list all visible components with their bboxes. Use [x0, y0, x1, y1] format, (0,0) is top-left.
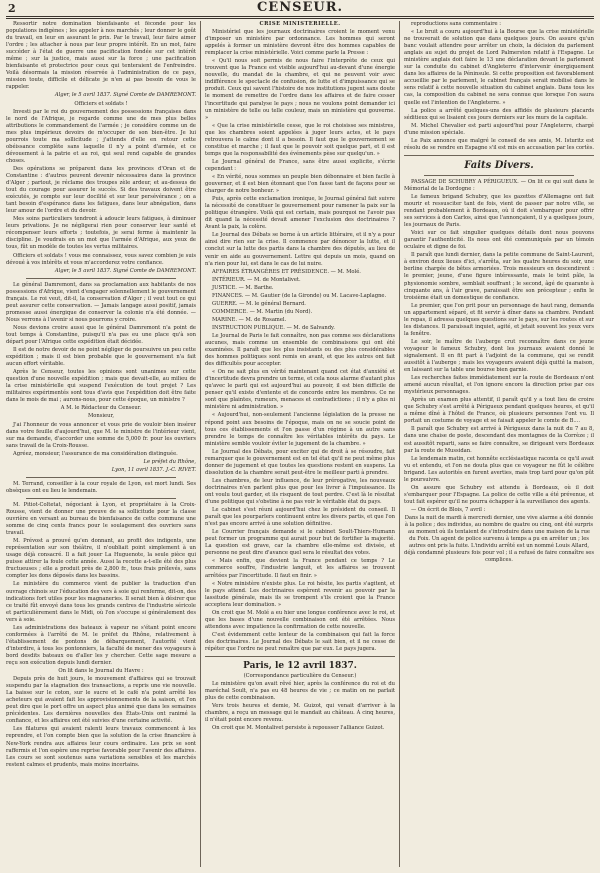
- article-paragraph: « On ne sait plus en vérité maintenant quand cet état d'anxiété et d'incertitude devra prendre un terme, et cela nous alarme d'autant plus qu'avec le parti qui est aujourd'hui au pouvoir, il est bien difficile de penser qu'il existe d'entente et de concorde entre les membres. Ce ne sont que plaintes, rumeurs, menaces et contradictions ; il n'y a plus ni ministère ni administration. »: [205, 369, 395, 411]
- masthead: CENSEUR.: [256, 0, 344, 15]
- article-paragraph: Le Journal des Débats, pour exciter qui de droit à se résoudre, fait remarquer que le gouvernement est en tel état qu'il ne peut même plus donner de jugement et que toutes les questions restent en suspens. La dissolution de la chambre serait peut-être le meilleur parti à prendre.: [205, 448, 395, 476]
- article-paragraph: « Qu'il nous soit permis de nous faire l'interprète de ceux qui trouvent que la France est visible aujourd'hui au-devant d'une énergie nouvelle, du mandat de la chambre, et qui ne peuvent voir avec indifférence le spectacle de confusion, de lutte et d'impuissance qui se produit. Ceux qui savent l'histoire de nos institutions jugent sans doute le moment de remettre de l'ordre dans les affaires et de faire cesser l'incertitude qui paralyse le pays ; nous ne voulons point demander ici un ministère de telle ou telle couleur, mais un ministère qui gouverne. »: [205, 58, 395, 121]
- article-paragraph: Les recherches faites immédiatement sur la route de Bordeaux n'ont amené aucun résultat, et l'on ignore encore la direction prise par ces mystérieux personnages.: [404, 375, 594, 396]
- article-paragraph: Le ministère qu'on avait rêvé hier, après la conférence du roi et du maréchal Soult, n'a pas eu 48 heures de vie ; ce matin on ne parlait plus de cette combinaison.: [205, 681, 395, 702]
- article-paragraph: Ressortir notre domination bienfaisante et féconde pour les populations indigènes ; les appeler à nos marchés ; leur donner le goût du travail, en leur en assurant le prix. Par le travail, leur faire aimer l'ordre ; les attacher à nous par leur propre intérêt. En un mot, faire succéder à l'état de guerre une pacification fondée sur cet intérêt même ; sur la justice, mais aussi sur la force ; une pacification bienfaisante et protectrice pour ceux qui tenteraient de l'enfreindre. Voilà désormais la mission réservée à l'administration de ce pays, mission toute, difficile et délicate je n'en ai pas besoin de vous le rappeler.: [6, 21, 196, 91]
- article-paragraph: M. Pitiot-Coltetat, négociant à Lyon, et propriétaire à la Croix-Rousse, vient de donner une preuve de sa sollicitude pour la classe ouvrière en versant au bureau de bienfaisance de cette commune une somme de cinq cents francs pour le soulagement des ouvriers sans travail.: [6, 501, 196, 537]
- article-paragraph: Le soir, le maître de l'auberge crut reconnaître dans ce jeune voyageur le fameux Schubry, dont les journaux avaient donné le signalement. Il en fit part à l'adjoint de la commune, qui se rendit aussitôt à l'auberge ; mais les voyageurs avaient déjà quitté la maison, en laissant sur la table une bourse bien garnie.: [404, 338, 594, 374]
- section-divider: [26, 498, 176, 499]
- signature-line: Lyon, 11 avril 1837. J.-C. RIVET.: [111, 466, 196, 473]
- ministry-list-item: FINANCES. — M. Gautier (de la Gironde) ou M. Lacave-Laplagne.: [212, 292, 387, 299]
- header-rule: [6, 16, 594, 17]
- article-paragraph: « Aujourd'hui, non-seulement l'ancienne législation de la presse ne répond point aux besoins de l'époque, mais on ne se soucie point de tous ces établissements et l'on passe d'un régime à un autre sans prendre le temps de connaître les véritables intérêts du pays. Le ministère semble vouloir éviter le jugement de la chambre. »: [205, 412, 395, 447]
- section-heading: CRISE MINISTÉRIELLE.: [259, 21, 341, 27]
- section-divider: [424, 175, 574, 176]
- article-paragraph: Les administrations des bateaux à vapeur ne s'étant point encore conformées à l'arrêté de M. le préfet du Rhône, relativement à l'établissement de pontons de débarquement, l'autorité vient d'interdire, à tous les pontonniers, la faculté de mener des voyageurs à bord desdits bateaux ou d'aller les y chercher. Cette sage mesure a reçu son exécution depuis lundi dernier.: [6, 624, 196, 666]
- article-paragraph: Les chambres, de leur influence, de leur prérogative, les nouveaux doctrinaires n'en parlent plus que pour les livrer à l'impuissance. Ils ont voulu tout garder, et ils risquent de tout perdre. C'est là le résultat d'une politique qui s'obstine à ne pas voir le véritable état du pays.: [205, 477, 395, 506]
- article-paragraph: On croit que M. Molé a eu hier une longue conférence avec le roi, et que les bases d'une nouvelle combinaison ont été arrêtées. Nous attendons avec impatience la confirmation de cette nouvelle.: [205, 609, 395, 630]
- article-paragraph: Vers trois heures et demie, M. Guizot, qui venait d'arriver à la chambre, a reçu un message qui le mandait au château. À cinq heures, il n'était point encore revenu.: [205, 703, 395, 724]
- article-paragraph: Les filatures qui avaient ralenti leurs travaux commencent à les reprendre, et l'on compte bien que la solution de la crise financière à New-York rendra aux affaires leur cours ordinaire. Les prix se sont raffermis et l'on espère une reprise favorable pour l'avenir des affaires. Les cours se sont soutenus sans variations sensibles et les marchés restent calmes et prudents, mais moins incertains.: [6, 726, 196, 768]
- article-paragraph: Ministériel que les journaux doctrinaires croient le moment venu d'imposer un ministère par ordonnance. Les hommes qui seront appelés à former un ministère devront être des hommes capables de remplacer la crise ministérielle. Voici comme parle la Presse :: [205, 29, 395, 57]
- article-paragraph: Le Courrier français demande si le cabinet Soult-Thiers-Humann peut former un programme qui aurait pour but de fortifier la majorité. La question est grave, car la chambre elle-même est divisée, et personne ne peut dire d'avance quel sera le résultat des votes.: [205, 529, 395, 557]
- article-paragraph: Agréez, monsieur, l'assurance de ma considération distinguée.: [13, 450, 178, 457]
- column-1: [6, 21, 196, 867]
- article-paragraph: Voici sur ce fait singulier quelques détails dont nous pouvons garantir l'authenticité. Ils nous ont été communiqués par un témoin oculaire et digne de foi.: [404, 230, 594, 251]
- article-paragraph: Investi par le roi du gouvernement des possessions françaises dans le nord de l'Afrique, je regarde comme une de mes plus belles attributions le commandement de l'armée ; je considère comme un de mes plus impérieux devoirs de m'occuper de son bien-être. Je lui pourrois toute ma sollicitude ; j'attends d'elle en retour cette obéissance complète sans laquelle il n'y a point d'armée, et ce dévouement à la patrie et au roi, qui seul rend capable de grandes choses.: [6, 108, 196, 164]
- article-paragraph: « Notre ministère n'existe plus. Le roi hésite, les partis s'agitent, et le pays attend. Les doctrinaires espèrent revenir au pouvoir par la lassitude générale, mais ils se trompent s'ils croient que la France acceptera leur domination. »: [205, 580, 395, 608]
- article-paragraph: On croit que M. Montalivet persiste à repousser l'alliance Guizot.: [212, 725, 385, 732]
- ministry-list-item: MARINE. — M. de Rosamel.: [212, 316, 287, 323]
- article-paragraph: « En vérité, nous sommes un peuple bien débonnaire et bien facile à gouverner, et il est bien étonnant que l'on fasse tant de façons pour se charger de notre bonheur. »: [205, 173, 395, 195]
- article-paragraph: PASSAGE DE SCHUBRY A PÉRIGUEUX. — On lit ce qui suit dans le Mémorial de la Dordogne :: [404, 178, 594, 192]
- article-paragraph: Il paraît que lundi dernier, dans la petite commune de Saint-Laurent, à environ deux lieues d'ici, s'arrêta, sur les quatre heures du soir, une berline chargée de bêtes armoriées. Trois messieurs en descendirent : le premier, jeune, d'une figure intéressante, mais le teint pâle, la physionomie sombre, semblait souffrant ; le second, âgé de quarante à cinquante ans, à l'air grave, paraissait être son précepteur ; enfin le troisième était un domestique de confiance.: [404, 252, 594, 301]
- article-paragraph: M. Terrand, conseiller à la cour royale de Lyon, est mort lundi. Ses obsèques ont eu lieu le lendemain.: [6, 480, 196, 494]
- signature-line: Alger, le 5 avril 1837. Signé Comte de DAMREMONT.: [54, 92, 196, 99]
- correspondence-note: (Correspondance particulière du Censeur.): [243, 673, 357, 680]
- article-paragraph: M. Michel Chevalier est parti aujourd'hui pour l'Angleterre, chargé d'une mission spéciale.: [404, 122, 594, 136]
- ministry-list-item: GUERRE. — M. le général Bernard.: [212, 300, 306, 307]
- article-paragraph: — On écrit de Blois, 7 avril :: [411, 506, 486, 513]
- column-3: [404, 21, 594, 867]
- column-divider-1: [200, 21, 201, 867]
- article-paragraph: Le cabinet s'est réuni aujourd'hui chez le président du conseil. Il paraît que les pourparlers continuent entre les divers partis, et que l'on n'est pas encore arrivé à une solution définitive.: [205, 507, 395, 528]
- article-paragraph: « Le bruit a couru aujourd'hui à la Bourse que la crise ministérielle ne trouverait de solution que dans quelques jours. On assure qu'un banc voulait attendre pour arrêter un choix, la décision du parlement anglais au sujet du projet de Lord Palmerston relatif à l'Espagne. Le ministère anglais doit faire le 13 une déclaration devant le parlement sur la conduite du cabinet d'Angleterre d'intervenir énergiquement dans les affaires de la Péninsule. Si cette proposition est favorablement accueillie par le parlement, le cabinet français serait mobilisé dans le sens relatif à cette nouvelle situation du cabinet anglais. Dans tous les cas, la composition du cabinet ne sera connue que lorsque l'on saura quelle est l'intention de l'Angleterre. »: [404, 29, 594, 106]
- news-item-heading: Dans la nuit de mardi à mercredi dernier, une vive alarme a été donnée à la police ; des individus, au nombre de quatre ou cinq, ont été surpris au moment où ils tentaient de s'introduire dans une maison de la rue du Foix. Un agent de police survenu à temps a pu en arrêter un ; les autres ont pris la fuite. L'individu arrêté est un nommé Louis Allard, déjà condamné plusieurs fois pour vol ; il a refusé de faire connaître ses complices.: [404, 515, 594, 564]
- article-paragraph: Le Journal de Paris le fait connaître, non pas comme ses déclarations aucunes, mais comme un ensemble de combinaisons qui ont été examinées. Il paraît que les plus insistants ou des plus considérables des hommes politiques sont remis en avant, et que les autres ont fait des difficultés pour accepter.: [205, 332, 395, 368]
- article-paragraph: Le général Damremont, dans sa proclamation aux habitants de nos possessions d'Afrique, vient d'engager solennellement le gouvernement français. Le roi veut, dit-il, la conservation d'Alger ; il veut tout ce qui peut assurer cette conservation. — Jamais langage aussi positif, jamais promesse aussi énergique de conserver la colonie n'a été donnée. — Nous verrons à l'avenir si nous pourrons y croire.: [6, 281, 196, 323]
- article-paragraph: Puis, après cette exclamation ironique, le Journal général fait suivre la nécessité de constituer le gouvernement pour ramener la paix sur la politique étrangère. Voilà qui est certain, mais pourquoi ne l'avoir pas dit quand la nécessité devait amener l'exclusion des doctrinaires ? Avant la paix, la colère.: [205, 196, 395, 231]
- article-paragraph: Officiers et soldats ! vous me connaissez, vous savez combien je suis dévoué à vos intérêts et vous m'accorderez votre confiance.: [6, 252, 196, 266]
- letter-salutation: Monsieur,: [87, 413, 115, 420]
- article-paragraph: Le Journal des Débats se borne à un article littéraire, et il n'y a pour ainsi dire rien sur la crise. Il commence par dénoncer la lutte, et il conclut sur la lutte des partis dans la chambre des députés, au lieu de venir en aide au gouvernement. Lettre qui depuis un mois, quand on n'a rien pour lui, est dans le cas de lui nuire.: [205, 232, 395, 267]
- article-paragraph: M. Prévost a prouvé qu'en donnant, au profit des indigents, une représentation sur son théâtre, il n'oubliait point simplement à un usage déjà consacré. Il a fait jouer La Huguenote, la seule pièce qui puisse attirer la foule cette année. Aussi la recette a-t-elle été des plus fructueuses ; elle a produit près de 2,800 fr., tous frais prélevés, sans compter les dons déposés dans les bassins.: [6, 538, 196, 580]
- signature-line: Alger, le 5 avril 1837. Signé Comte de DAMREMONT.: [54, 267, 196, 274]
- article-paragraph: Le Paix annonce que malgré le conseil de ses amis, M. Isturitz est résolu de se rendre en Espagne s'il est mis en accusation par les cortès.: [404, 137, 594, 151]
- article-paragraph: Depuis près de huit jours, le mouvement d'affaires qui se trouvait suspendu par la stagnation des transactions, a repris une vie nouvelle. La baisse sur le coton, sur le sucre et le café n'a point arrêté les acheteurs qui avaient fait les approvisionnements de la saison, et l'on peut dire que le port offre un aspect plus animé que dans les semaines précédentes. Les dernières nouvelles des États-Unis ont ranimé la confiance, et les affaires ont été suivies d'une certaine activité.: [6, 676, 196, 725]
- article-paragraph: Le Journal général de France, sans être aussi explicite, s'écrie cependant :: [205, 158, 395, 172]
- article-paragraph: « Mais enfin, que devient la France pendant ce temps ? Le commerce souffre, l'industrie languit, et les affaires se trouvent arrêtées par l'incertitude. Il faut en finir. »: [205, 558, 395, 579]
- ministry-list-item: INSTRUCTION PUBLIQUE. — M. de Salvandy.: [212, 324, 335, 331]
- article-paragraph: Il est de notre devoir de ne point négliger de poursuivre un peu cette expédition ; mais il est bien probable que le gouvernement n'a fait aucun effort véritable.: [6, 347, 196, 368]
- signature-title: Le préfet du Rhône,: [143, 458, 196, 465]
- article-paragraph: Le premier, que l'on prit pour un personnage de haut rang, demanda un appartement séparé, et fit servir à dîner dans sa chambre. Pendant le repas, il adressa quelques questions sur le pays, sur les routes et sur les distances. Il paraissait inquiet, agité, et jetait souvent les yeux vers la fenêtre.: [404, 302, 594, 337]
- article-paragraph: C'est évidemment cette lenteur de la combinaison qui fait la force des doctrinaires. Le Journal des Débats le sait bien, et il ne cesse de répéter que l'ordre ne peut renaître que par eux. Le pays jugera.: [205, 631, 395, 652]
- article-paragraph: Il paraît que Schubry est arrivé à Périgueux dans la nuit du 7 au 8, dans une chaise de poste, descendant des montagnes de la Corrèze ; il est aussitôt reparti, sans se faire connaître, se dirigeant vers Bordeaux par la route de Mussidan.: [404, 426, 594, 454]
- column-divider-2: [399, 21, 400, 867]
- article-paragraph: La police a arrêté quelques-uns des affidés de plusieurs placards séditieux qui se lisaient ces jours derniers sur les murs de la capitale.: [404, 107, 594, 121]
- article-paragraph: On assure que Schubry est attendu à Bordeaux, où il doit s'embarquer pour l'Espagne. La police de cette ville a été prévenue, et tout fait espérer qu'il ne pourra échapper à la surveillance des agents.: [404, 484, 594, 505]
- article-paragraph: Après le Censeur, toutes les opinions sont unanimes sur cette question d'une nouvelle expédition ; mais que devait-elle, au milieu de la crise ministérielle qui suspend l'exécution de tout projet ? Les militaires expérimentés sont tous d'avis que l'expédition doit être faite dans le mois de mai ; aurons-nous, pour cette époque, un ministre ?: [6, 369, 196, 404]
- ministry-list-item: AFFAIRES ÉTRANGÈRES ET PRÉSIDENCE. — M. Molé.: [212, 268, 361, 275]
- article-paragraph: Des opérations se préparent dans les provinces d'Oran et de Constantine : d'autres peuvent devenir nécessaires dans la province d'Alger ; partout, je réclame des troupes zèle ardeur, et au-dessus de tout du courage pour assurer le succès. Si des travaux doivent être exécutés, je compte sur leur docilité et sur leur persévérance ; on a tant besoin d'espérance dans les fatigues, dans leur abnégation, dans leur amour de l'ordre et du devoir.: [6, 165, 196, 215]
- article-paragraph: reproductions sans commentaire :: [411, 21, 502, 27]
- article-paragraph: Mes soins particuliers tendront à adoucir leurs fatigues, à diminuer leurs privations. Je ne négligerai rien pour conserver leur santé et récompenser leurs efforts ; toutefois, je serai ferme à maintenir la discipline. Je voudrais en un mot que l'armée d'Afrique, aux yeux de tous, fût un modèle de toutes les vertus militaires.: [6, 216, 196, 251]
- address-heading: Officiers et soldats !: [74, 100, 128, 107]
- article-paragraph: Le lendemain matin, cet honnête ecclésiastique raconta ce qu'il avait vu et entendu, et l'on ne douta plus que ce voyageur ne fût le célèbre brigand. Les autorités en furent averties, mais trop tard pour qu'on pût le poursuivre.: [404, 455, 594, 483]
- article-source: On lit dans le Journal du Havre :: [58, 668, 144, 675]
- article-paragraph: J'ai l'honneur de vous annoncer et vous prie de vouloir bien insérer dans votre feuille d'aujourd'hui, que M. le ministre de l'intérieur vient, sur ma demande, d'accorder une somme de 5,000 fr. pour les ouvriers sans travail de la Croix-Rousse.: [6, 421, 196, 449]
- article-paragraph: Le fameux brigand Schubry, que les gazettes d'Allemagne ont fait mourir et ressusciter tant de fois, vient de passer par notre ville, se rendant probablement à Bordeaux, où il doit s'embarquer pour offrir ses services à don Carlos, ainsi que l'annonçaient, il y a quelques jours, les journaux de Paris.: [404, 193, 594, 229]
- section-divider: [205, 656, 395, 657]
- ministry-list-item: INTÉRIEUR. — M. de Montalivet.: [212, 276, 301, 283]
- dateline-heading: Paris, le 12 avril 1837.: [243, 661, 357, 672]
- article-paragraph: Après un examen plus attentif, il paraît qu'il y a tout lieu de croire que Schubry s'est arrêté à Périgueux pendant quelques heures, et qu'il a même dîné à l'hôtel de France, où plusieurs personnes l'ont vu. Il portait un costume de voyage et se faisait appeler le comte de B....: [404, 397, 594, 425]
- section-divider: [404, 155, 594, 156]
- header-rule-secondary: [6, 18, 594, 19]
- ministry-list-item: JUSTICE. — M. Barthe.: [212, 284, 274, 291]
- article-paragraph: Le ministère du commerce vient de publier la traduction d'un ouvrage chinois sur l'éducation des vers à soie qui renferme, dit-on, des indications fort utiles pour les magnaneries. Il serait bien à désirer que ce traité fût envoyé dans tous les grands centres de l'industrie séricole et particulièrement dans le Midi, où l'on s'occupe si généralement des vers à soie.: [6, 581, 196, 623]
- column-2: [205, 21, 395, 867]
- letter-heading: A M. le Rédacteur du Censeur.: [60, 405, 142, 412]
- ministry-list-item: COMMERCE. — M. Martin (du Nord).: [212, 308, 313, 315]
- section-divider: [26, 278, 176, 279]
- page-number: 2: [8, 2, 16, 15]
- section-heading-faits-divers: Faits Divers.: [464, 159, 534, 171]
- article-paragraph: « Que la crise ministérielle cesse, que le roi choisisse ses ministres, que les chambres soient appelées à juger leurs actes, et le pays retrouvera le calme dont il a besoin. Il faut que le gouvernement se constitue et marche ; il faut que le pouvoir soit quelque part, et il est temps que la responsabilité des événements pèse sur quelqu'un. »: [205, 122, 395, 157]
- section-divider: [26, 477, 176, 478]
- article-paragraph: Nous devions croire aussi que le général Damremont n'a point de tout temps à Constantine, puisqu'il n'a pas eu une place qu'à son départ pour l'Afrique cette expédition était décidée.: [6, 324, 196, 346]
